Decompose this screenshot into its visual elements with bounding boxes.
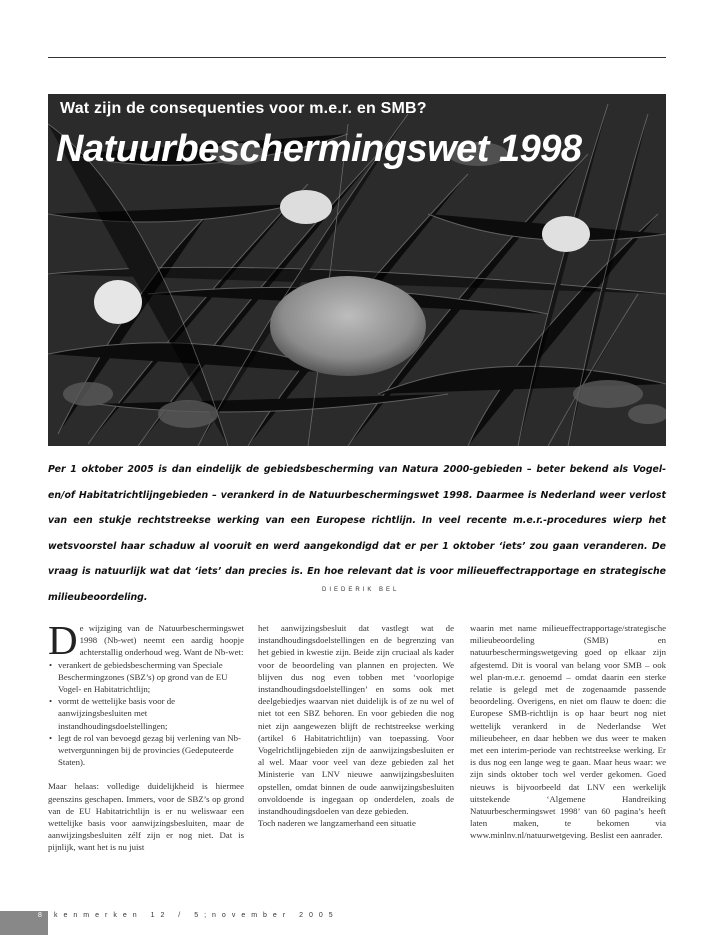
intro-text: e wijziging van de Natuurbeschermingswet 1998 (Nb-wet) neemt een aardig hoopje achterstallig onderhoud weg. Want de Nb-wet:: [79, 623, 244, 658]
column-2-paragraph-2: Toch naderen we langzamerhand een situatie: [258, 818, 416, 829]
column-2-paragraph: het aanwijzingsbesluit dat vastlegt wat de instandhoudingsdoelstellingen en de begrenzing van het gebied in kwestie zijn. Beide zijn cruciaal als kader voor de beoordeling van plannen en projecten. We blijven dus nog even tobben met ‘voorlopige instandhoudingsdoelstellingen’ en soms ook met deelgebiedjes waarvan niet duidelijk is of ze nu wel of niet tot een SBZ behoren. En voor gebieden die nog niet zijn aangewezen blijft de rechtstreekse werking (artikel 6 Habitatrichtlijn) van toepassing. Voor Vogelrichtlijngebieden zijn de aanwijzingsbesluiten er al wel. Maar voor veel van deze gebieden zal het Ministerie van LNV nieuwe aanwijzingsbesluiten opstellen, omdat binnen de oude aanwijzingsbesluiten onvoldoende is ingegaan op onderdelen, zoals de instandhoudingsdoelen van deze gebieden.: [258, 623, 454, 817]
page-number: 8: [38, 912, 42, 919]
drop-cap: D: [48, 617, 78, 663]
body-column-3: [470, 622, 666, 842]
column-3-paragraph: waarin met name milieueffectrapportage/strategische milieubeoordeling (SMB) en natuurbeschermingswetgeving goed op elkaar zijn afgestemd. Dit is vooral van belang voor SMB – ook wel plan-m.e.r. genoemd – omdat daarin een sterke relatie is gelegd met de zogenaamde passende beoordeling. Overigens, en niet om flauw te doen: die Europese SMB-richtlijn is op haar beurt nog niet wettelijk verankerd in de Nederlandse Wet milieubeheer, en daar hebben we dus weer te maken met een interim-periode van rechtstreekse werking. Er is dus nog een lange weg te gaan. Maar heus waar: we zijn sinds oktober toch wel verder gekomen. Goed nieuws is bijvoorbeeld dat LNV een werkelijk uitstekende ‘Algemene Handreiking Natuurbeschermingswet 1998’ van 60 pagina’s heeft laten maken, te bekomen via www.minlnv.nl/natuurwetgeving. Beslist een aanrader.: [470, 623, 666, 841]
column-1-intro: [48, 617, 244, 663]
footer-publication: kenmerken 12 / 5;november 2005: [54, 912, 339, 919]
column-1-paragraph: Maar helaas: volledige duidelijkheid is hiermee geenszins geschapen. Immers, voor de SBZ’s op grond van de EU Habitatrichtlijn is er nu weliswaar een wettelijke basis voor aanwijzingsbesluiten, maar de aanwijzingsbesluiten zélf zijn er nog niet. Dat is pijnlijk, want het is nu juist: [48, 781, 244, 853]
list-item: • legt de rol van bevoegd gezag bij verlening van Nb-wetvergunningen bij de provincies (Gedeputeerde Staten).: [58, 732, 244, 769]
article-title: Natuurbeschermingswet 1998: [56, 128, 582, 170]
lead-paragraph: Per 1 oktober 2005 is dan eindelijk de gebiedsbescherming van Natura 2000-gebieden – beter bekend als Vogel- en/of Habitatrichtlijngebieden – verankerd in de Natuurbeschermingswet 1998. Daarmee is Nederland weer verlost van een stukje rechtstreekse werking van een Europese richtlijn. In veel recente m.e.r.-procedures wierp het wetsvoorstel haar schaduw al vooruit en werd aangekondigd dat er per 1 oktober ‘iets’ zou gaan veranderen. De vraag is natuurlijk wat dat ‘iets’ dan precies is. En hoe relevant dat is voor milieueffectrapportage en strategische milieubeoordeling.: [48, 464, 666, 603]
author-byline: DIEDERIK BEL: [322, 587, 400, 593]
body-column-1: [48, 617, 244, 854]
body-column-2: [258, 622, 454, 829]
list-item: • vormt de wettelijke basis voor de aanwijzingsbesluiten met instandhoudingsdoelstellingen;: [58, 695, 244, 732]
article-kicker: Wat zijn de consequenties voor m.e.r. en SMB?: [60, 100, 427, 117]
bullet-list: [48, 659, 244, 769]
top-rule: [48, 57, 666, 58]
list-item: • verankert de gebiedsbescherming van Speciale Beschermingzones (SBZ’s) op grond van de EU Vogel- en Habitatrichtlijn;: [58, 659, 244, 696]
